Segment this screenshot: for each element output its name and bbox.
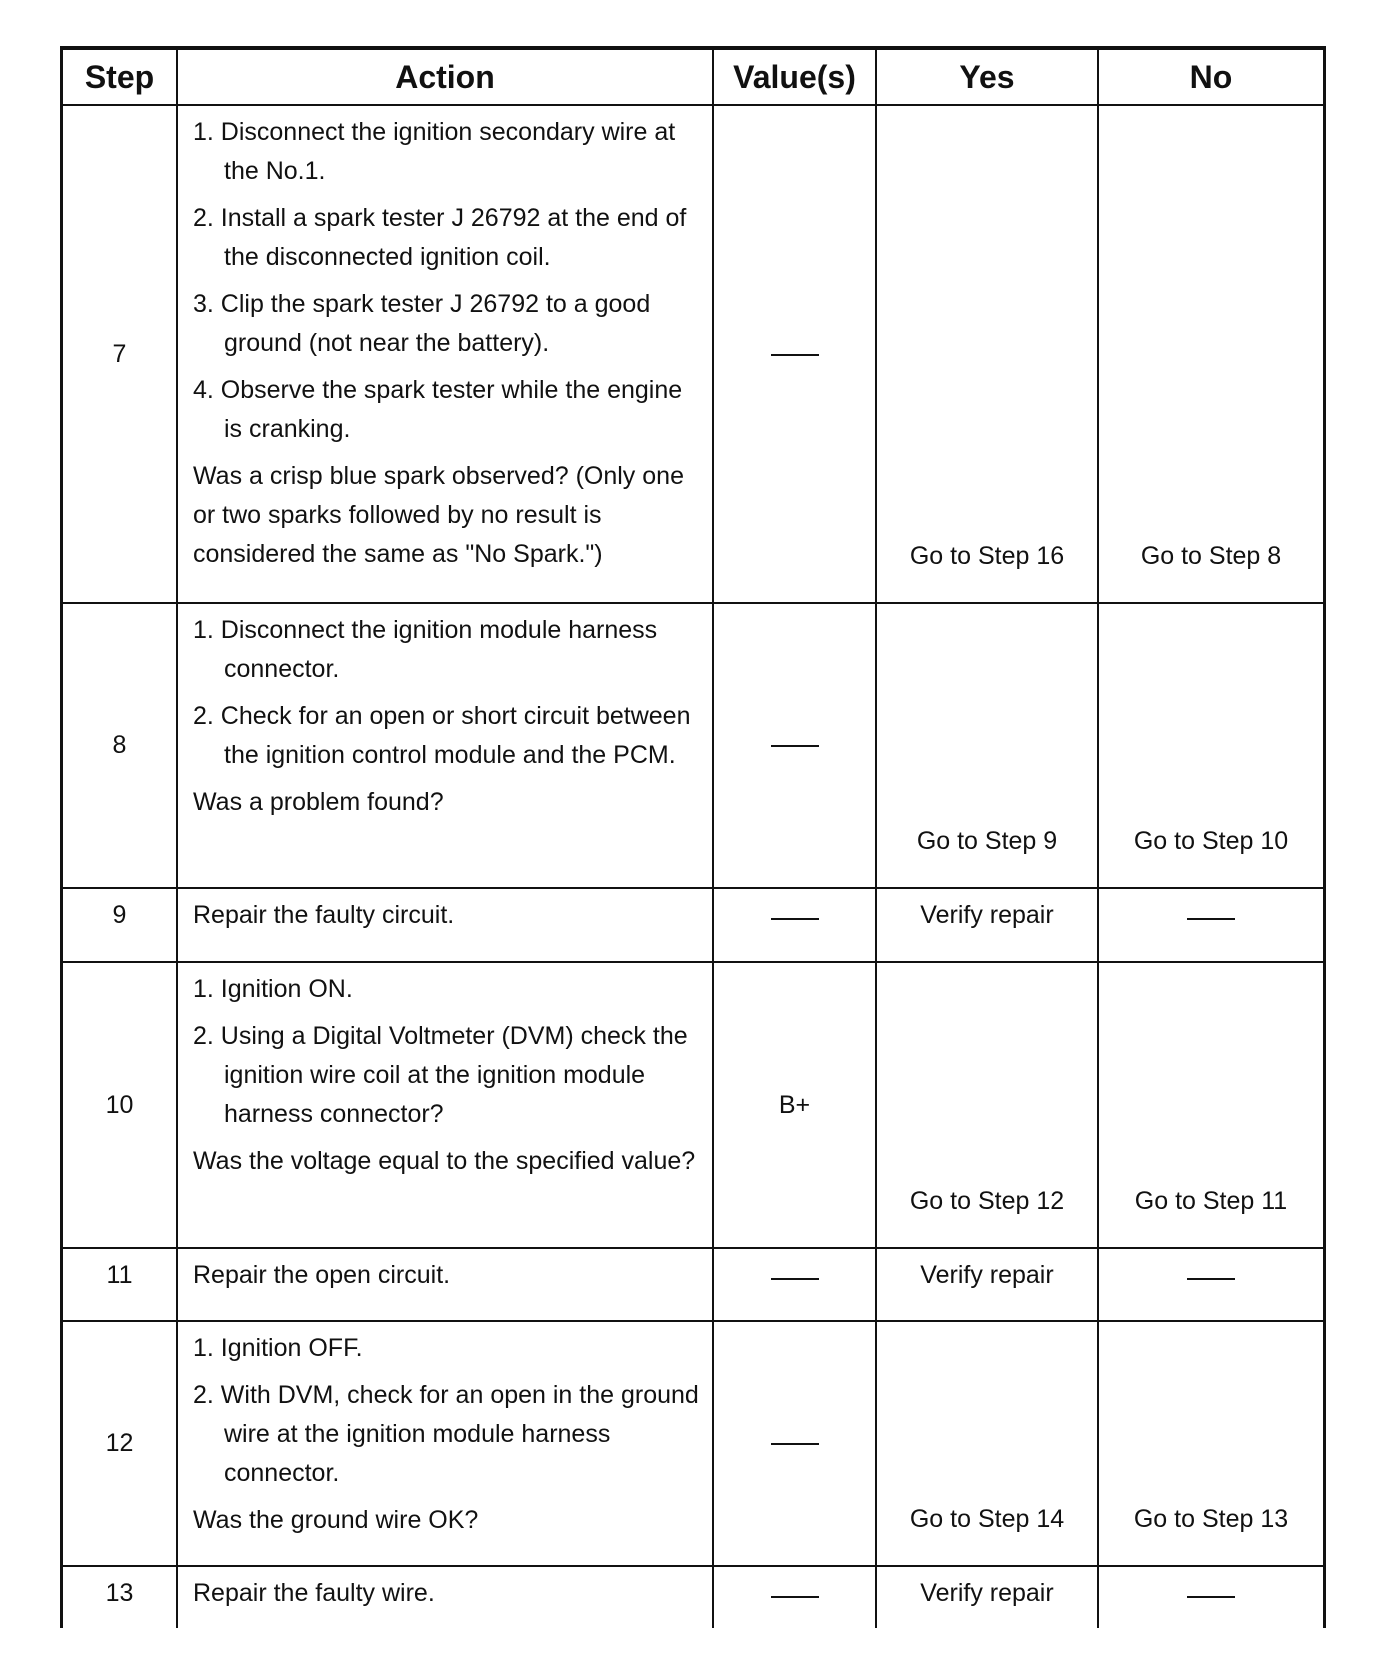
action-steps [193,1329,702,1493]
action-item: 1. Disconnect the ignition secondary wire at the No.1. [193,118,676,185]
action-cell [177,1321,713,1566]
no-result: Go to Step 13 [1098,1321,1323,1566]
action-question: Was a crisp blue spark observed? (Only one or two sparks followed by no result is considered the same as "No Spark.") [193,462,684,568]
value-cell [713,1566,876,1628]
header-no: No [1098,50,1323,105]
action-item: 3. Clip the spark tester J 26792 to a good ground (not near the battery). [193,290,651,357]
step-number: 10 [63,962,177,1248]
value-cell [713,1321,876,1566]
dash-mark [771,745,819,747]
dash-mark [1187,1278,1235,1280]
action-question: Was the ground wire OK? [193,1506,479,1534]
step-number: 12 [63,1321,177,1566]
action-item: 2. Using a Digital Voltmeter (DVM) check the ignition wire coil at the ignition module harness connector? [193,1022,688,1128]
step-number: 7 [63,105,177,603]
action-cell [177,962,713,1248]
action-cell [177,603,713,888]
yes-result: Go to Step 9 [876,603,1098,888]
dash-mark [771,918,819,920]
action-question: Was a problem found? [193,788,444,816]
action-item: 2. With DVM, check for an open in the ground wire at the ignition module harness connector. [193,1381,699,1487]
table-row-step-9 [63,888,1323,962]
table-row-step-8 [63,603,1323,888]
yes-result: Verify repair [876,1566,1098,1628]
yes-result: Go to Step 12 [876,962,1098,1248]
action-item: 2. Check for an open or short circuit between the ignition control module and the PCM. [193,702,691,769]
yes-result: Go to Step 16 [876,105,1098,603]
action-cell [177,1248,713,1321]
value-cell [713,1248,876,1321]
action-item: 1. Disconnect the ignition module harness connector. [193,616,658,683]
dash-mark [1187,918,1235,920]
action-question: Was the voltage equal to the specified value? [193,1147,696,1175]
no-result [1098,1566,1323,1628]
no-result: Go to Step 11 [1098,962,1323,1248]
no-result [1098,1248,1323,1321]
action-instruction: Repair the faulty circuit. [193,901,455,929]
yes-result: Go to Step 14 [876,1321,1098,1566]
yes-result: Verify repair [876,888,1098,962]
table-row-step-7 [63,105,1323,603]
step-number: 9 [63,888,177,962]
yes-result: Verify repair [876,1248,1098,1321]
no-result: Go to Step 10 [1098,603,1323,888]
action-steps [193,970,702,1134]
action-item: 2. Install a spark tester J 26792 at the end of the disconnected ignition coil. [193,204,687,271]
action-steps [193,611,702,775]
header-value: Value(s) [713,50,876,105]
value-cell [713,888,876,962]
action-cell [177,105,713,603]
step-number: 11 [63,1248,177,1321]
header-action: Action [177,50,713,105]
action-item: 4. Observe the spark tester while the engine is cranking. [193,376,683,443]
header-step: Step [63,50,177,105]
value-cell [713,105,876,603]
action-cell [177,1566,713,1628]
action-item: 1. Ignition ON. [193,975,353,1003]
step-number: 13 [63,1566,177,1628]
header-yes: Yes [876,50,1098,105]
value-cell [713,603,876,888]
action-instruction: Repair the faulty wire. [193,1579,435,1607]
dash-mark [771,1278,819,1280]
action-instruction: Repair the open circuit. [193,1261,451,1289]
table-row-step-13 [63,1566,1323,1628]
header-row [63,50,1323,105]
table-row-step-12 [63,1321,1323,1566]
table-row-step-11 [63,1248,1323,1321]
dash-mark [771,1596,819,1598]
dash-mark [1187,1596,1235,1598]
value-cell: B+ [713,962,876,1248]
table-row-step-10 [63,962,1323,1248]
no-result: Go to Step 8 [1098,105,1323,603]
no-result [1098,888,1323,962]
action-item: 1. Ignition OFF. [193,1334,363,1362]
diagnostic-table-page [60,46,1326,1628]
dash-mark [771,354,819,356]
step-number: 8 [63,603,177,888]
action-cell [177,888,713,962]
action-steps [193,113,702,449]
dash-mark [771,1443,819,1445]
diagnostic-table [63,50,1323,1628]
